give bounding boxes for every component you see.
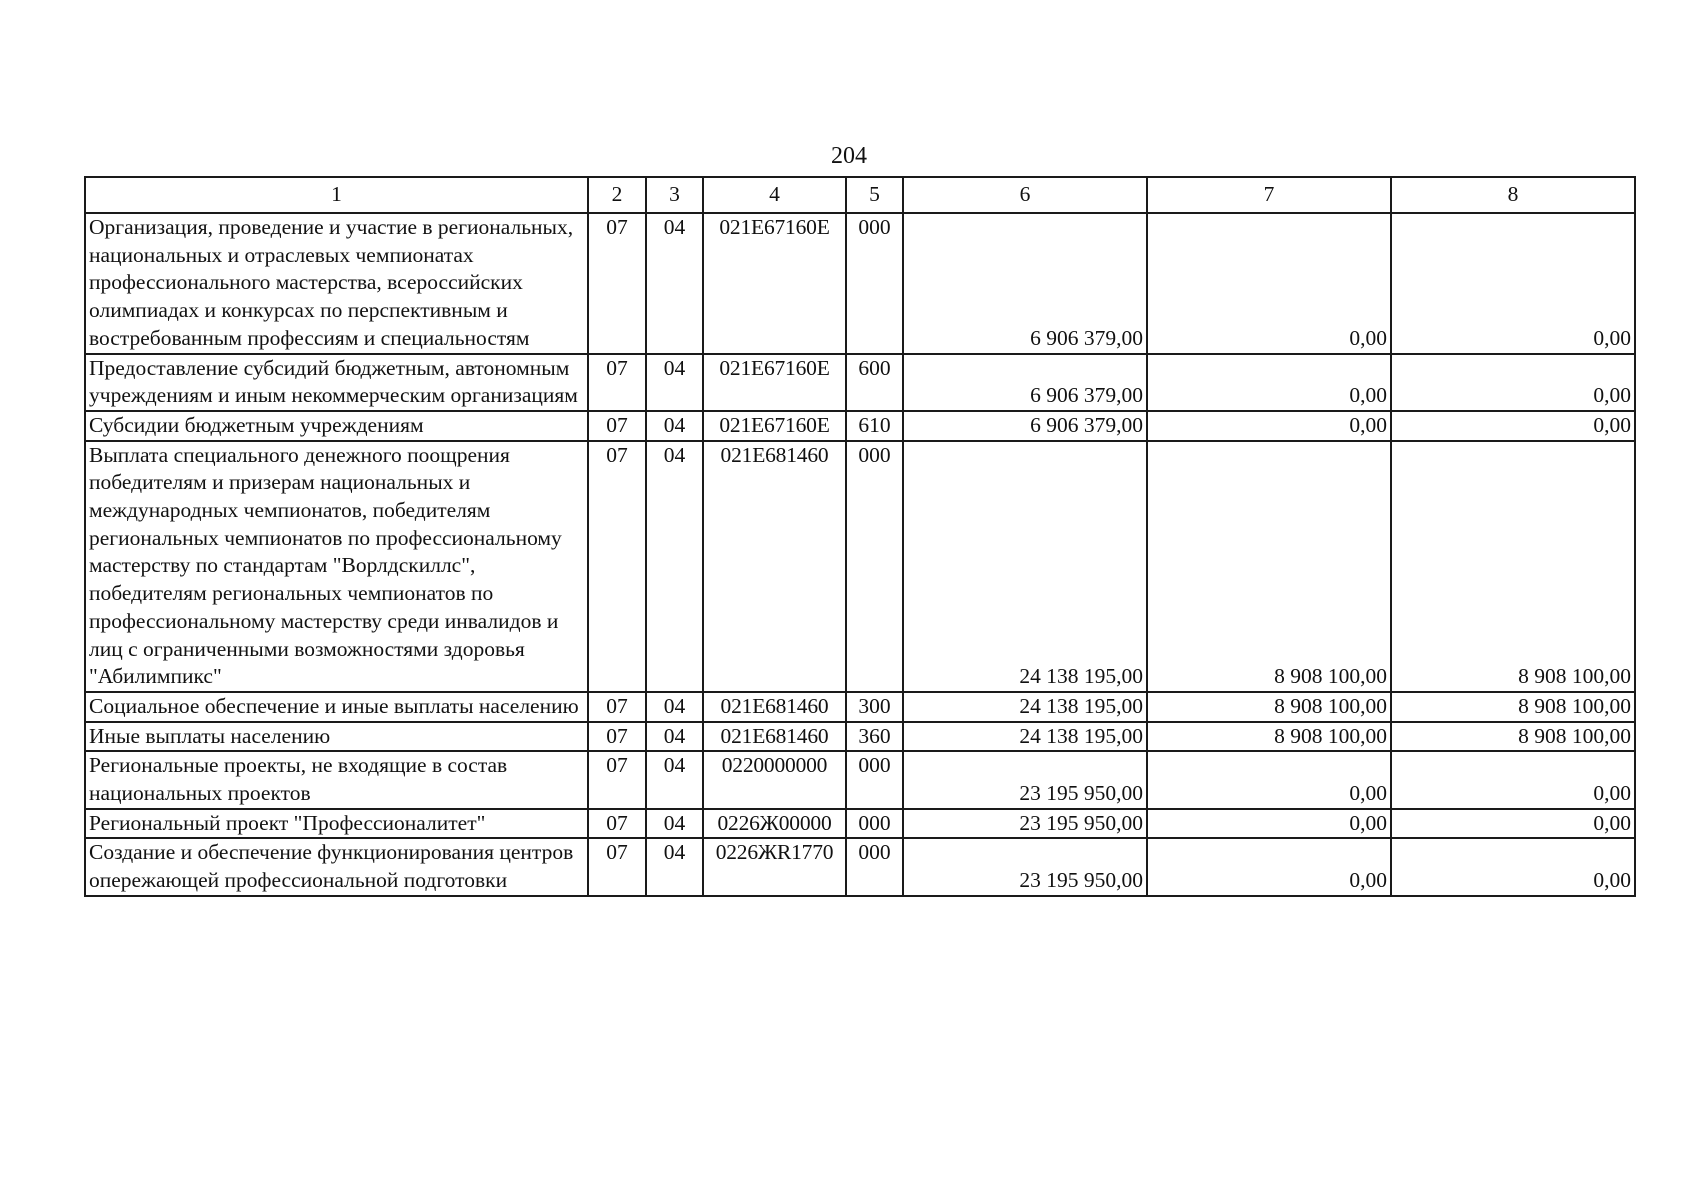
row-name: Выплата специального денежного поощрения победителям и призерам национальных и международных чемпионатов, победителям региональных чемпионатов по профессиональному мастерству по стандартам "Ворлдскиллс", победителям региональных чемпионатов по профессиональному мастерству среди инвалидов и лиц с ограниченными возможностями здоровья "Абилимпикс" — [85, 441, 588, 692]
row-amount-col8: 8 908 100,00 — [1391, 441, 1635, 692]
row-name: Организация, проведение и участие в региональных, национальных и отраслевых чемпионатах профессионального мастерства, всероссийских олимпиадах и конкурсах по перспективным и востребованным профессиям и специальностям — [85, 213, 588, 354]
row-amount-col6: 24 138 195,00 — [903, 722, 1147, 752]
row-subsection: 04 — [646, 838, 703, 895]
header-cell: 4 — [703, 177, 846, 213]
row-amount-col6: 23 195 950,00 — [903, 809, 1147, 839]
row-section: 07 — [588, 411, 646, 441]
header-cell: 1 — [85, 177, 588, 213]
row-target-code: 0220000000 — [703, 751, 846, 808]
row-section: 07 — [588, 838, 646, 895]
table-row — [85, 692, 1635, 722]
row-name: Социальное обеспечение и иные выплаты населению — [85, 692, 588, 722]
table-row — [85, 441, 1635, 692]
row-target-code: 021E681460 — [703, 441, 846, 692]
table-row — [85, 751, 1635, 808]
row-amount-col6: 24 138 195,00 — [903, 441, 1147, 692]
row-subsection: 04 — [646, 692, 703, 722]
row-amount-col7: 0,00 — [1147, 411, 1391, 441]
row-target-code: 021E681460 — [703, 722, 846, 752]
row-amount-col8: 0,00 — [1391, 411, 1635, 441]
row-section: 07 — [588, 751, 646, 808]
row-amount-col7: 0,00 — [1147, 838, 1391, 895]
row-amount-col8: 8 908 100,00 — [1391, 722, 1635, 752]
row-amount-col7: 0,00 — [1147, 213, 1391, 354]
row-expense-type: 300 — [846, 692, 903, 722]
row-target-code: 0226Ж00000 — [703, 809, 846, 839]
row-amount-col6: 6 906 379,00 — [903, 213, 1147, 354]
header-cell: 2 — [588, 177, 646, 213]
row-amount-col8: 0,00 — [1391, 809, 1635, 839]
row-section: 07 — [588, 722, 646, 752]
row-name: Предоставление субсидий бюджетным, автономным учреждениям и иным некоммерческим организациям — [85, 354, 588, 411]
page-number: 204 — [831, 143, 867, 169]
header-cell: 8 — [1391, 177, 1635, 213]
row-expense-type: 360 — [846, 722, 903, 752]
row-target-code: 021E67160E — [703, 354, 846, 411]
table-row — [85, 809, 1635, 839]
row-amount-col8: 0,00 — [1391, 838, 1635, 895]
row-amount-col8: 0,00 — [1391, 354, 1635, 411]
row-name: Региональный проект "Профессионалитет" — [85, 809, 588, 839]
row-subsection: 04 — [646, 441, 703, 692]
header-cell: 7 — [1147, 177, 1391, 213]
row-section: 07 — [588, 441, 646, 692]
row-expense-type: 600 — [846, 354, 903, 411]
row-amount-col7: 8 908 100,00 — [1147, 692, 1391, 722]
row-amount-col6: 6 906 379,00 — [903, 411, 1147, 441]
row-target-code: 0226ЖR1770 — [703, 838, 846, 895]
row-expense-type: 610 — [846, 411, 903, 441]
row-subsection: 04 — [646, 751, 703, 808]
row-target-code: 021E67160E — [703, 213, 846, 354]
row-subsection: 04 — [646, 354, 703, 411]
table-row — [85, 354, 1635, 411]
row-name: Иные выплаты населению — [85, 722, 588, 752]
row-section: 07 — [588, 809, 646, 839]
budget-table — [84, 176, 1636, 897]
row-name: Создание и обеспечение функционирования центров опережающей профессиональной подготовки — [85, 838, 588, 895]
row-name: Региональные проекты, не входящие в состав национальных проектов — [85, 751, 588, 808]
row-amount-col7: 0,00 — [1147, 751, 1391, 808]
row-expense-type: 000 — [846, 751, 903, 808]
row-expense-type: 000 — [846, 213, 903, 354]
row-expense-type: 000 — [846, 809, 903, 839]
row-amount-col6: 24 138 195,00 — [903, 692, 1147, 722]
table-header-row — [85, 177, 1635, 213]
row-amount-col8: 8 908 100,00 — [1391, 692, 1635, 722]
row-subsection: 04 — [646, 213, 703, 354]
row-expense-type: 000 — [846, 838, 903, 895]
row-amount-col8: 0,00 — [1391, 751, 1635, 808]
row-amount-col6: 23 195 950,00 — [903, 838, 1147, 895]
row-amount-col7: 8 908 100,00 — [1147, 722, 1391, 752]
row-subsection: 04 — [646, 411, 703, 441]
row-target-code: 021E681460 — [703, 692, 846, 722]
header-cell: 6 — [903, 177, 1147, 213]
row-target-code: 021E67160E — [703, 411, 846, 441]
row-amount-col6: 23 195 950,00 — [903, 751, 1147, 808]
table-body — [85, 177, 1635, 896]
header-cell: 3 — [646, 177, 703, 213]
row-amount-col8: 0,00 — [1391, 213, 1635, 354]
row-amount-col7: 0,00 — [1147, 809, 1391, 839]
table-row — [85, 411, 1635, 441]
row-name: Субсидии бюджетным учреждениям — [85, 411, 588, 441]
row-subsection: 04 — [646, 809, 703, 839]
table-row — [85, 838, 1635, 895]
row-amount-col7: 0,00 — [1147, 354, 1391, 411]
row-subsection: 04 — [646, 722, 703, 752]
row-section: 07 — [588, 354, 646, 411]
row-amount-col6: 6 906 379,00 — [903, 354, 1147, 411]
header-cell: 5 — [846, 177, 903, 213]
table-row — [85, 213, 1635, 354]
table-row — [85, 722, 1635, 752]
row-section: 07 — [588, 692, 646, 722]
row-section: 07 — [588, 213, 646, 354]
row-expense-type: 000 — [846, 441, 903, 692]
row-amount-col7: 8 908 100,00 — [1147, 441, 1391, 692]
